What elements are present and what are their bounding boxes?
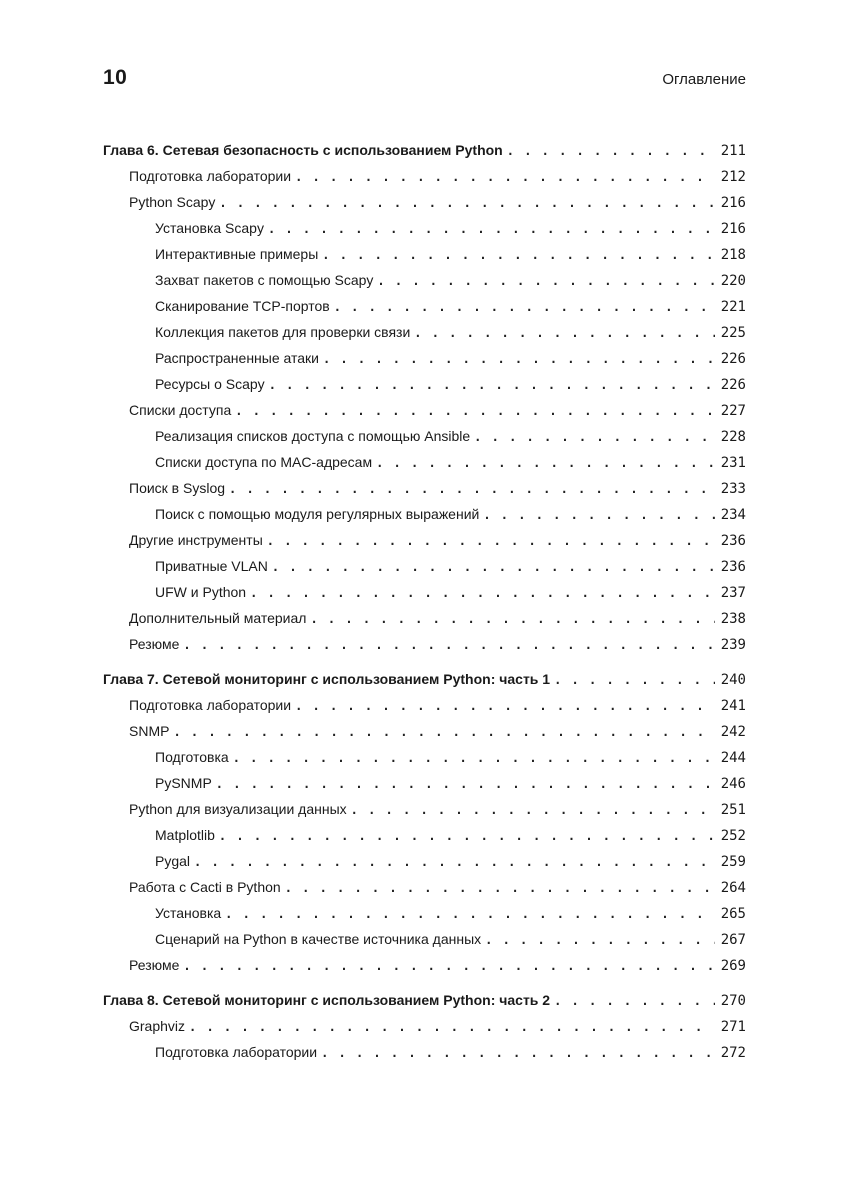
toc-entry-page-number: 259 [720, 854, 746, 870]
toc-dot-leader [474, 430, 715, 444]
toc-entry-page-number: 236 [720, 559, 746, 575]
toc-entry-page-number: 236 [720, 533, 746, 549]
toc-entry-title: Поиск с помощью модуля регулярных выражений [155, 506, 480, 522]
toc-section-entry[interactable] [103, 480, 746, 506]
toc-dot-leader [272, 560, 715, 574]
toc-subsection-entry[interactable] [103, 775, 746, 801]
toc-entry-page-number: 237 [720, 585, 746, 601]
toc-entry-title: Захват пакетов с помощью Scapy [155, 272, 374, 288]
toc-dot-leader [322, 248, 714, 262]
toc-section-entry[interactable] [103, 879, 746, 905]
toc-subsection-entry[interactable] [103, 506, 746, 532]
toc-entry-page-number: 264 [720, 880, 746, 896]
toc-entry-title: Глава 6. Сетевая безопасность с использованием Python [103, 142, 503, 158]
toc-subsection-entry[interactable] [103, 324, 746, 350]
toc-entry-page-number: 226 [720, 377, 746, 393]
toc-section-entry[interactable] [103, 168, 746, 194]
toc-entry-page-number: 265 [720, 906, 746, 922]
toc-section-entry[interactable] [103, 957, 746, 983]
toc-entry-page-number: 221 [720, 299, 746, 315]
toc-entry-title: Распространенные атаки [155, 350, 319, 366]
toc-dot-leader [219, 829, 715, 843]
toc-entry-title: Коллекция пакетов для проверки связи [155, 324, 411, 340]
toc-subsection-entry[interactable] [103, 1044, 746, 1070]
toc-section-entry[interactable] [103, 636, 746, 662]
toc-entry-page-number: 234 [720, 507, 746, 523]
toc-subsection-entry[interactable] [103, 584, 746, 610]
toc-entry-title: Подготовка лаборатории [129, 168, 292, 184]
toc-chapter-group [103, 142, 746, 662]
toc-chapter-entry[interactable] [103, 992, 746, 1018]
toc-subsection-entry[interactable] [103, 905, 746, 931]
toc-entry-page-number: 244 [720, 750, 746, 766]
toc-entry-page-number: 211 [720, 143, 746, 159]
toc-section-entry[interactable] [103, 402, 746, 428]
toc-dot-leader [485, 933, 715, 947]
toc-dot-leader [376, 456, 715, 470]
toc-dot-leader [233, 751, 715, 765]
toc-subsection-entry[interactable] [103, 454, 746, 480]
toc-dot-leader [351, 803, 715, 817]
toc-dot-leader [323, 352, 715, 366]
toc-dot-leader [216, 777, 715, 791]
toc-section-entry[interactable] [103, 801, 746, 827]
toc-dot-leader [334, 300, 715, 314]
toc-dot-leader [295, 170, 715, 184]
toc-entry-title: Python для визуализации данных [129, 801, 347, 817]
toc-section-entry[interactable] [103, 194, 746, 220]
toc-dot-leader [554, 994, 715, 1008]
toc-dot-leader [310, 612, 714, 626]
toc-dot-leader [225, 907, 715, 921]
toc-dot-leader [321, 1046, 715, 1060]
toc-section-entry[interactable] [103, 697, 746, 723]
toc-chapter-group [103, 671, 746, 983]
toc-dot-leader [554, 673, 715, 687]
toc-entry-title: Pygal [155, 853, 191, 869]
toc-entry-page-number: 251 [720, 802, 746, 818]
toc-entry-title: Ресурсы о Scapy [155, 376, 265, 392]
toc-entry-title: Другие инструменты [129, 532, 263, 548]
toc-dot-leader [269, 378, 715, 392]
toc-entry-page-number: 225 [720, 325, 746, 341]
toc-entry-page-number: 220 [720, 273, 746, 289]
toc-entry-page-number: 231 [720, 455, 746, 471]
toc-subsection-entry[interactable] [103, 428, 746, 454]
toc-entry-page-number: 270 [720, 993, 746, 1009]
toc-subsection-entry[interactable] [103, 931, 746, 957]
toc-entry-title: Подготовка лаборатории [155, 1044, 318, 1060]
toc-section-entry[interactable] [103, 610, 746, 636]
toc-entry-title: Реализация списков доступа с помощью Ansible [155, 428, 471, 444]
toc-entry-title: Graphviz [129, 1018, 186, 1034]
toc-entry-page-number: 269 [720, 958, 746, 974]
toc-dot-leader [189, 1020, 715, 1034]
toc-subsection-entry[interactable] [103, 376, 746, 402]
toc-entry-page-number: 233 [720, 481, 746, 497]
toc-subsection-entry[interactable] [103, 350, 746, 376]
toc-section-entry[interactable] [103, 1018, 746, 1044]
toc-entry-title: Списки доступа [129, 402, 232, 418]
page-number: 10 [103, 66, 128, 89]
toc-entry-title: Matplotlib [155, 827, 215, 843]
toc-subsection-entry[interactable] [103, 853, 746, 879]
toc-entry-title: Дополнительный материал [129, 610, 307, 626]
toc-entry-title: Поиск в Syslog [129, 480, 226, 496]
toc-entry-page-number: 212 [720, 169, 746, 185]
toc-entry-page-number: 240 [720, 672, 746, 688]
toc-chapter-entry[interactable] [103, 142, 746, 168]
toc-entry-title: Сценарий на Python в качестве источника данных [155, 931, 482, 947]
toc-subsection-entry[interactable] [103, 272, 746, 298]
toc-section-entry[interactable] [103, 532, 746, 558]
toc-entry-title: Приватные VLAN [155, 558, 268, 574]
toc-entry-title: Глава 8. Сетевой мониторинг с использованием Python: часть 2 [103, 992, 551, 1008]
toc-subsection-entry[interactable] [103, 246, 746, 272]
toc-entry-page-number: 242 [720, 724, 746, 740]
toc-dot-leader [229, 482, 715, 496]
toc-dot-leader [183, 959, 714, 973]
toc-chapter-group [103, 992, 746, 1070]
toc-section-entry[interactable] [103, 723, 746, 749]
toc-entry-title: Списки доступа по MAC-адресам [155, 454, 373, 470]
toc-dot-leader [268, 222, 715, 236]
toc-dot-leader [414, 326, 714, 340]
toc-entry-title: Глава 7. Сетевой мониторинг с использованием Python: часть 1 [103, 671, 551, 687]
toc-dot-leader [507, 144, 715, 158]
toc-entry-page-number: 241 [720, 698, 746, 714]
toc-dot-leader [377, 274, 714, 288]
toc-entry-page-number: 272 [720, 1045, 746, 1061]
toc-subsection-entry[interactable] [103, 749, 746, 775]
toc-entry-title: Python Scapy [129, 194, 216, 210]
toc-chapter-entry[interactable] [103, 671, 746, 697]
toc-entry-page-number: 267 [720, 932, 746, 948]
toc-entry-page-number: 246 [720, 776, 746, 792]
toc-entry-title: Резюме [129, 636, 180, 652]
toc-dot-leader [267, 534, 715, 548]
toc-dot-leader [285, 881, 715, 895]
toc-dot-leader [194, 855, 715, 869]
toc-entry-page-number: 218 [720, 247, 746, 263]
toc-entry-title: Интерактивные примеры [155, 246, 319, 262]
running-header: Оглавление [662, 71, 746, 88]
toc-entry-title: SNMP [129, 723, 170, 739]
toc-dot-leader [295, 699, 715, 713]
toc-subsection-entry[interactable] [103, 298, 746, 324]
toc-entry-page-number: 252 [720, 828, 746, 844]
toc-entry-title: Сканирование TCP-портов [155, 298, 330, 314]
toc-entry-page-number: 226 [720, 351, 746, 367]
toc-subsection-entry[interactable] [103, 558, 746, 584]
toc-entry-title: Установка [155, 905, 222, 921]
toc-dot-leader [219, 196, 714, 210]
toc-entry-page-number: 216 [720, 195, 746, 211]
toc-dot-leader [250, 586, 715, 600]
toc-entry-title: Резюме [129, 957, 180, 973]
toc-entry-title: Подготовка лаборатории [129, 697, 292, 713]
toc-dot-leader [483, 508, 714, 522]
toc-entry-page-number: 216 [720, 221, 746, 237]
toc-entry-page-number: 227 [720, 403, 746, 419]
toc-entry-page-number: 228 [720, 429, 746, 445]
toc-subsection-entry[interactable] [103, 827, 746, 853]
toc-entry-title: Установка Scapy [155, 220, 264, 236]
toc-entry-title: PySNMP [155, 775, 212, 791]
toc-subsection-entry[interactable] [103, 220, 746, 246]
toc-entry-page-number: 271 [720, 1019, 746, 1035]
toc-entry-title: Подготовка [155, 749, 229, 765]
toc-dot-leader [173, 725, 714, 739]
toc-entry-page-number: 238 [720, 611, 746, 627]
toc-dot-leader [183, 638, 714, 652]
toc-entry-title: UFW и Python [155, 584, 247, 600]
toc-entry-title: Работа с Cacti в Python [129, 879, 281, 895]
toc-entry-page-number: 239 [720, 637, 746, 653]
table-of-contents [103, 142, 746, 1079]
toc-dot-leader [235, 404, 714, 418]
